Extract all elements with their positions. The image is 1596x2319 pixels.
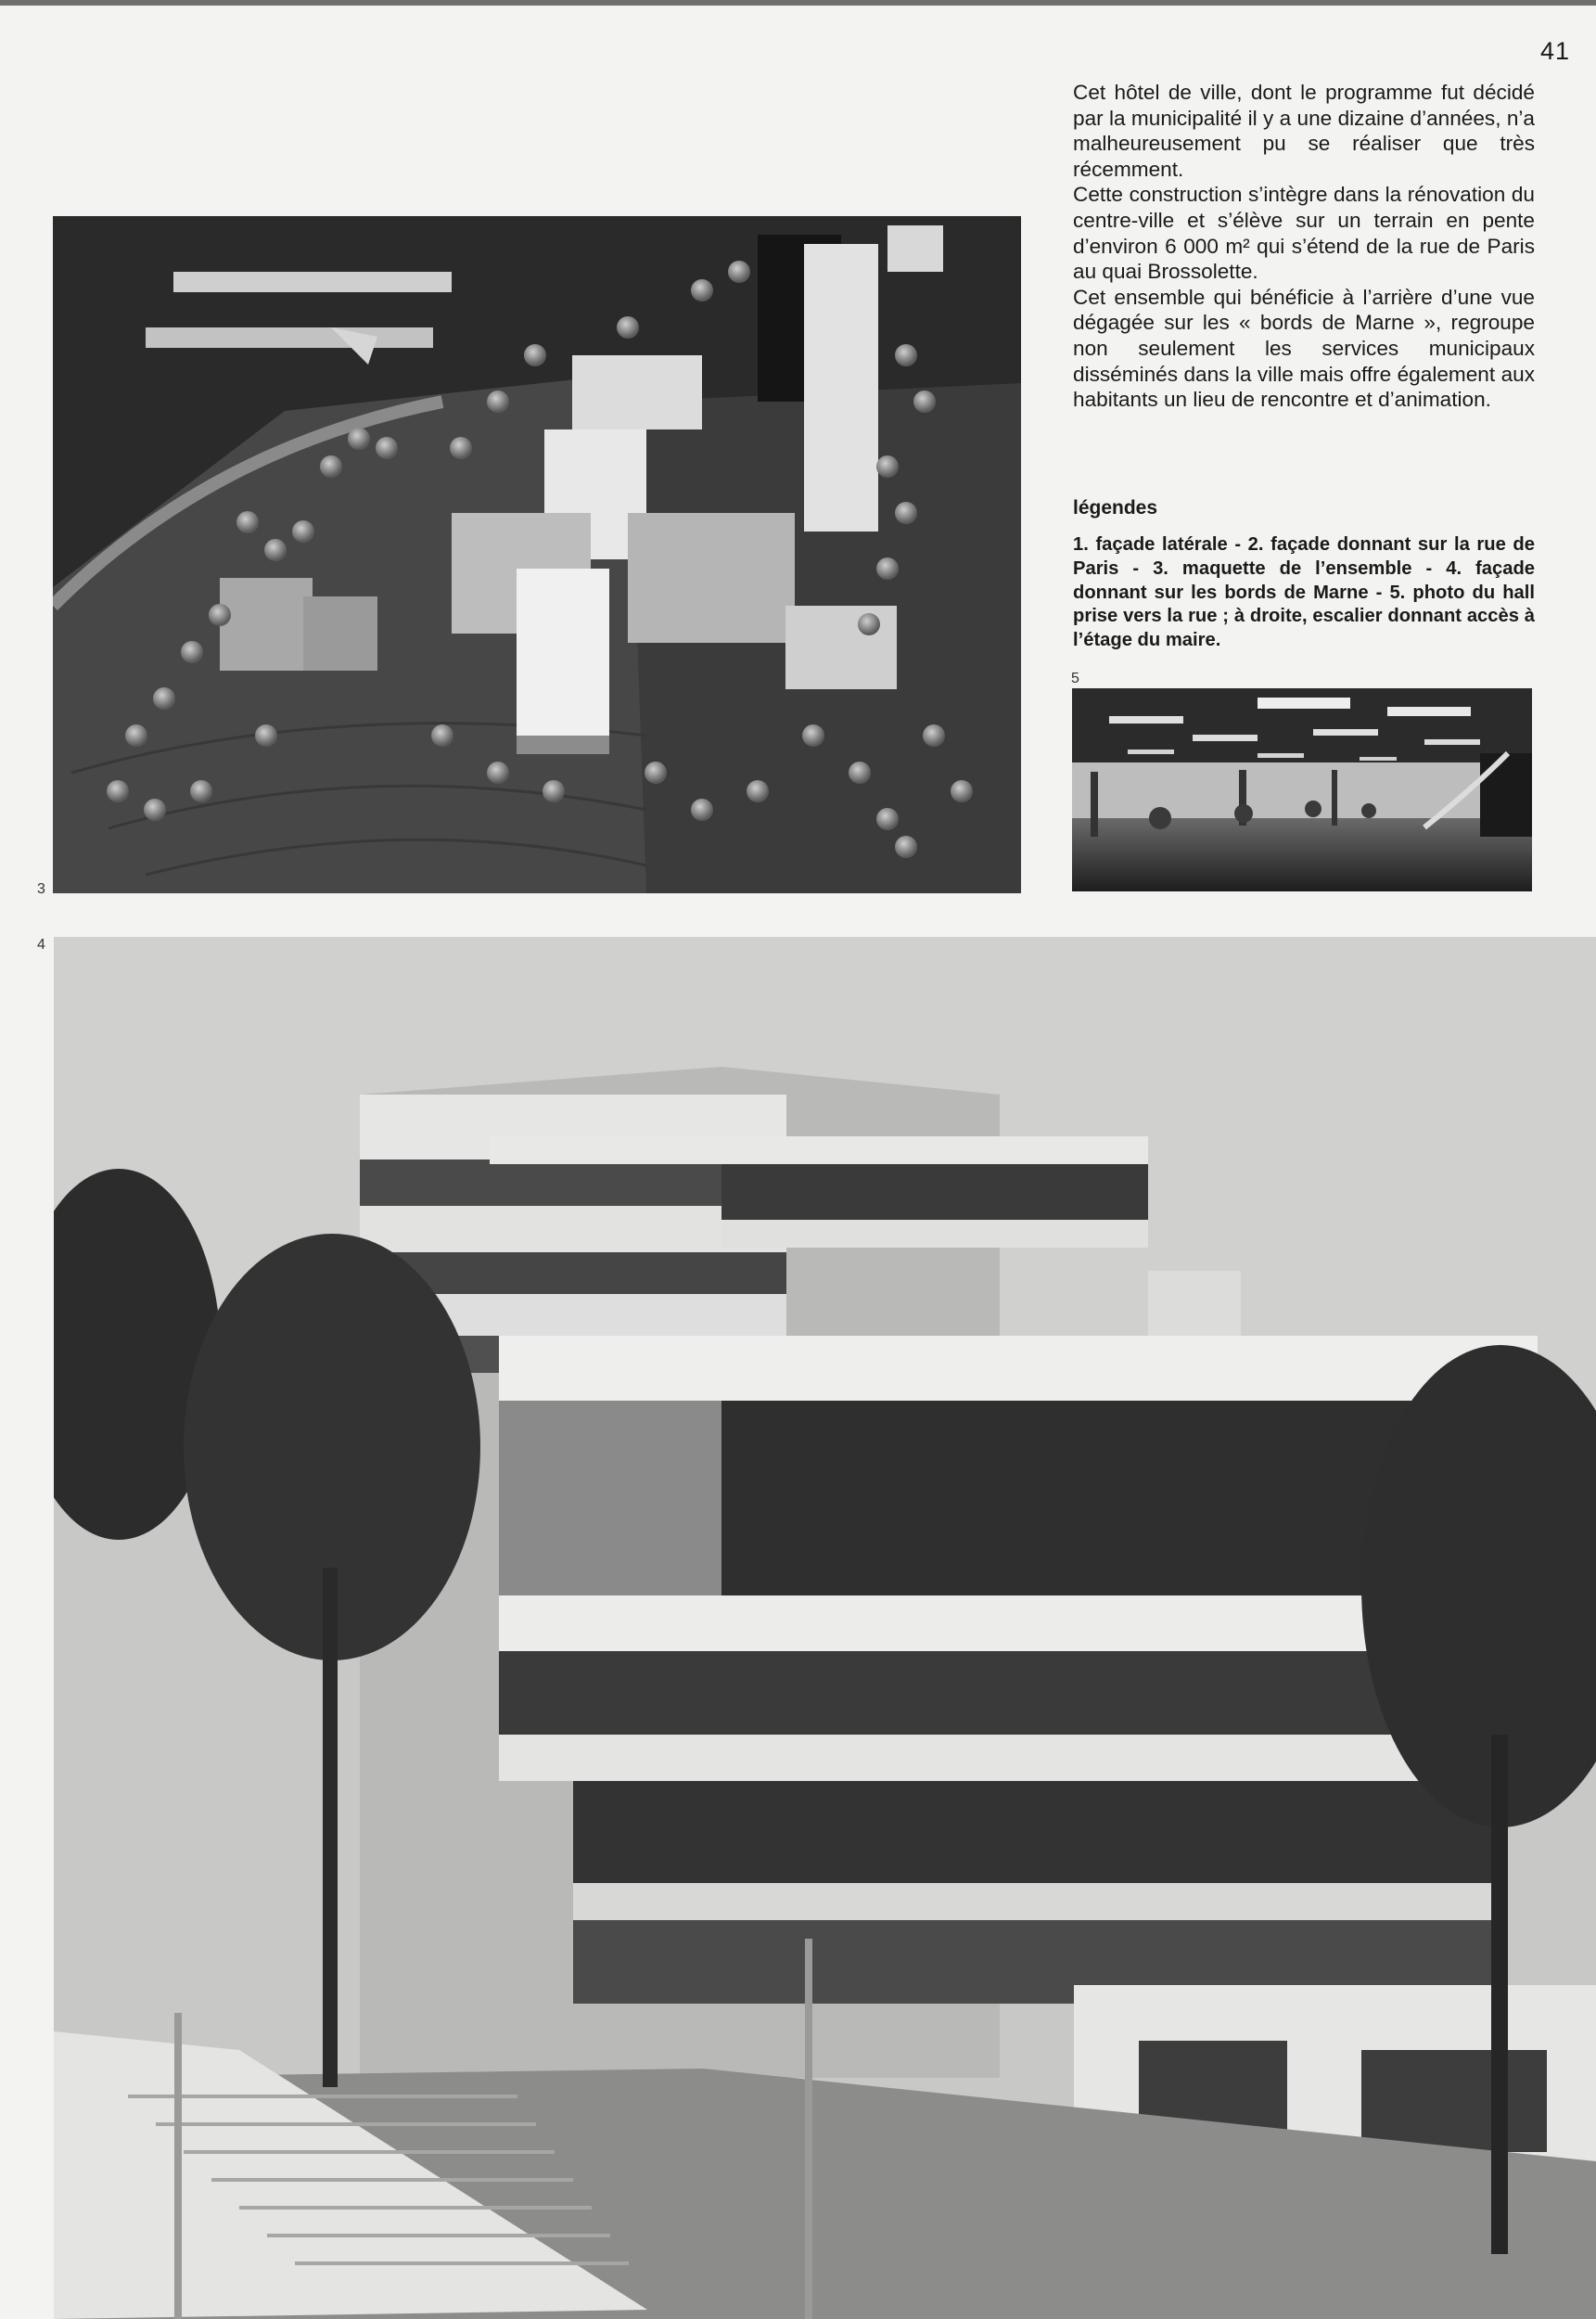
- figure-5-number: 5: [1071, 671, 1079, 686]
- legend-text: 1. façade latérale - 2. façade donnant sur la rue de Paris - 3. maquette de l’ensemble - 4. façade donnant sur les bords de Marne - 5. photo du hall prise vers la rue ; à droite, escalier donnant accès à l’étage du maire.: [1073, 534, 1535, 651]
- intro-paragraph-2: Cette construction s’intègre dans la rénovation du centre-ville et s’élève sur un terrain en pente d’environ 6 000 m² qui s’étend de la rue de Paris au quai Brossolette.: [1073, 183, 1535, 284]
- figure-4-number: 4: [37, 937, 45, 953]
- page-number: 41: [1539, 37, 1570, 65]
- intro-paragraph-1: Cet hôtel de ville, dont le programme fut décidé par la municipalité il y a une dizaine d’années, n’a malheureusement pu se réaliser que très récemment.: [1073, 81, 1535, 181]
- intro-paragraph-3: Cet ensemble qui bénéficie à l’arrière d’une vue dégagée sur les « bords de Marne », regroupe non seulement les services municipaux disséminés dans la ville mais offre également aux habitants un lieu de rencontre et d’animation.: [1073, 285, 1535, 412]
- legend-title: légendes: [1073, 497, 1158, 519]
- top-edge-bar: [0, 0, 1596, 6]
- model-photo: [53, 216, 1021, 893]
- figure-3-number: 3: [37, 881, 45, 897]
- hall-photo: [1072, 688, 1532, 891]
- intro-text: [1073, 80, 1535, 413]
- facade-photo: [54, 937, 1596, 2319]
